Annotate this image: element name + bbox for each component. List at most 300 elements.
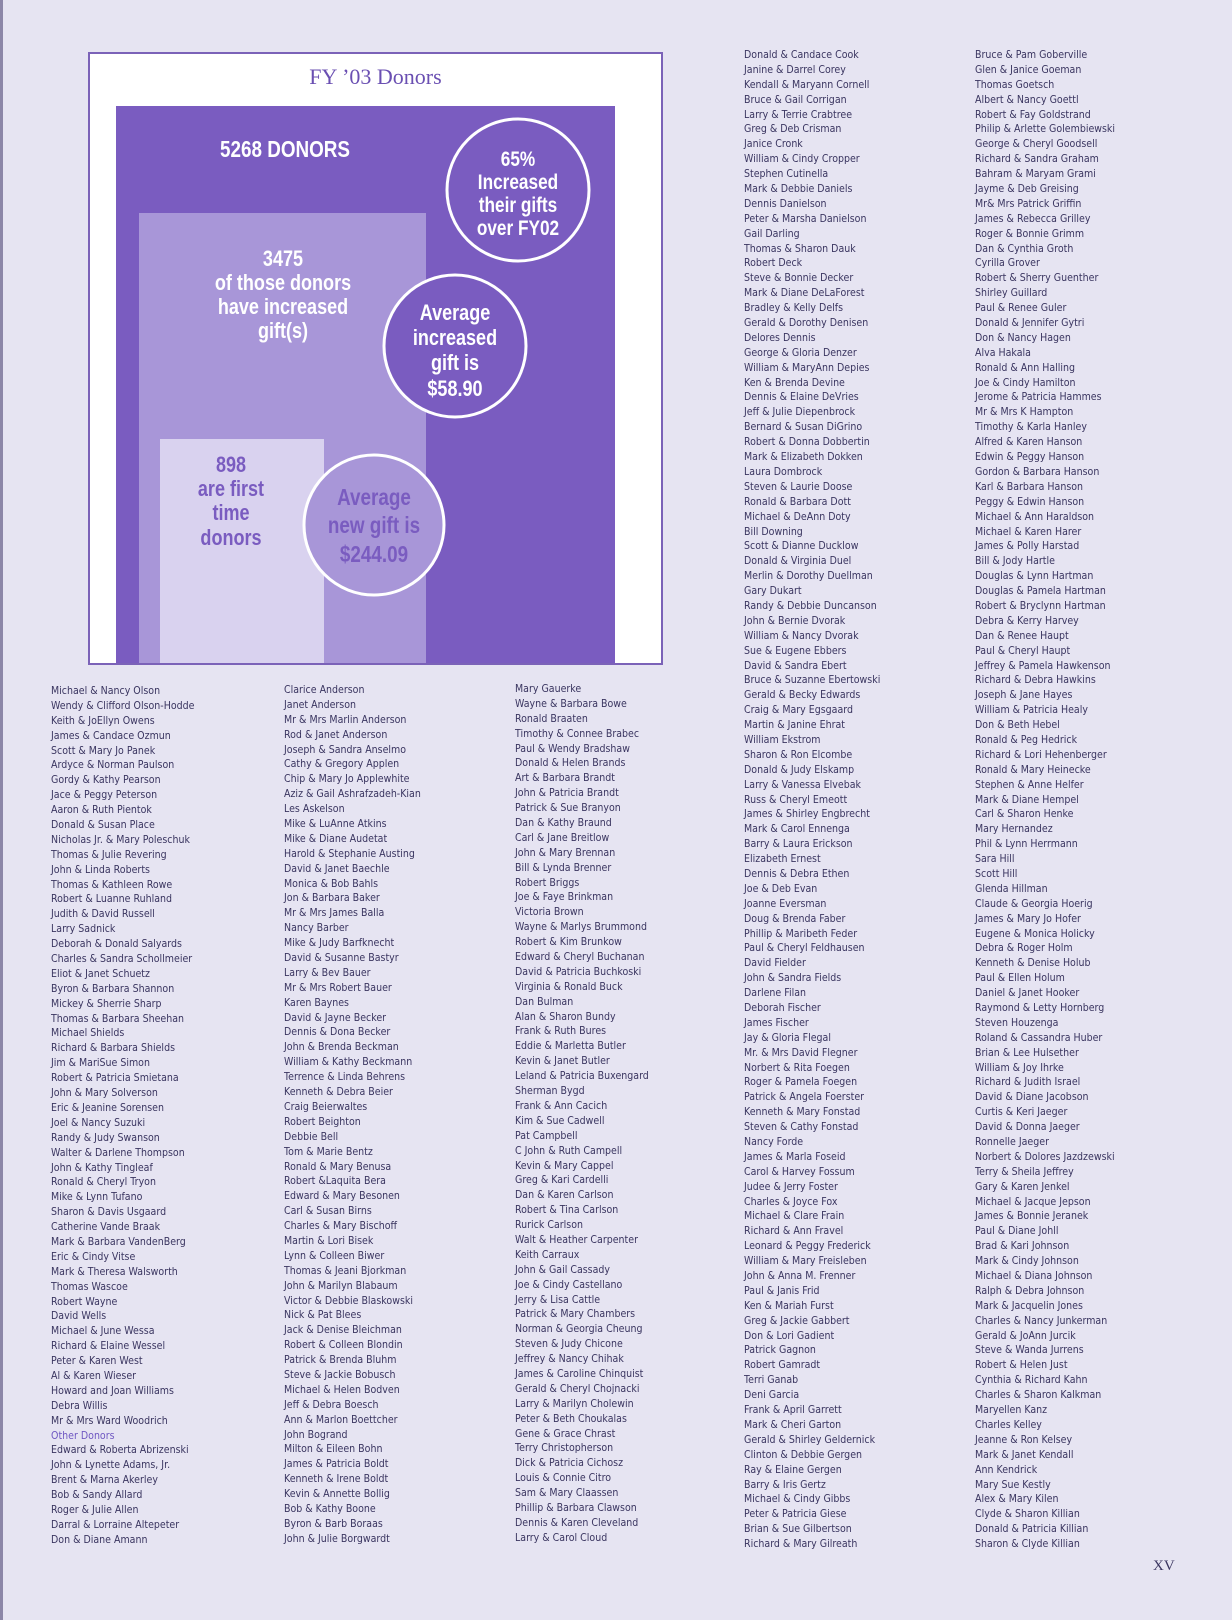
donor-name: Charles & Nancy Junkerman — [975, 1313, 1108, 1327]
donor-name: John & Patricia Brandt — [515, 786, 619, 800]
donor-name: Michael & Ann Haraldson — [975, 509, 1095, 523]
donor-name: Albert & Nancy Goettl — [975, 92, 1079, 106]
donor-name: Thomas & Kathleen Rowe — [51, 877, 173, 891]
donor-name: Bill & Lynda Brenner — [515, 860, 612, 874]
donor-name: Norbert & Dolores Jazdzewski — [975, 1149, 1115, 1163]
donor-name: Larry & Bev Bauer — [284, 965, 371, 979]
donor-name: Janine & Darrel Corey — [744, 62, 846, 76]
donor-name: Bahram & Maryam Grami — [975, 167, 1096, 181]
donor-name: Jon & Barbara Baker — [284, 891, 380, 905]
donor-name: Kenneth & Denise Holub — [975, 956, 1091, 970]
donor-name: Bruce & Pam Goberville — [975, 48, 1088, 61]
donor-name: Janet Anderson — [284, 697, 357, 711]
donor-name: Terri Ganab — [744, 1373, 799, 1387]
donor-name: Donald & Patricia Killian — [975, 1522, 1089, 1536]
donor-name: Paul & Wendy Bradshaw — [515, 741, 630, 755]
donor-name: Richard & Barbara Shields — [51, 1041, 176, 1055]
donor-name: Ray & Elaine Gergen — [744, 1462, 842, 1476]
donor-name: Rod & Janet Anderson — [284, 727, 388, 741]
donor-name: Bill Downing — [744, 524, 803, 538]
donor-name: Frank & April Garrett — [744, 1403, 842, 1417]
donor-name: Don & Beth Hebel — [975, 718, 1060, 732]
donor-name: Jace & Peggy Peterson — [51, 788, 158, 802]
donor-name: Robert Briggs — [515, 875, 580, 889]
donor-name: Gerald & Becky Edwards — [744, 688, 861, 702]
donor-name: Richard & Ann Fravel — [744, 1224, 844, 1238]
donor-name: Don & Nancy Hagen — [975, 330, 1071, 344]
donor-name: Keith & JoEllyn Owens — [51, 713, 155, 727]
donor-chart — [88, 52, 663, 665]
circle-pct-line-4: over FY02 — [476, 217, 560, 241]
donor-name: Robert & Tina Carlson — [515, 1203, 619, 1217]
donor-name: John & Brenda Beckman — [284, 1040, 399, 1054]
donor-name: Joanne Eversman — [744, 896, 827, 910]
donor-name: Kevin & Mary Cappel — [515, 1158, 614, 1172]
donor-name: Gene & Grace Chrast — [515, 1426, 616, 1440]
donor-name: Deborah & Donald Salyards — [51, 937, 182, 951]
donor-name: Bruce & Suzanne Ebertowski — [744, 673, 881, 687]
donor-name: Harold & Stephanie Austing — [284, 846, 415, 860]
donor-name: Cynthia & Richard Kahn — [975, 1373, 1088, 1387]
donor-name: Robert Deck — [744, 256, 803, 270]
donor-name: Mary Sue Kestly — [975, 1477, 1051, 1491]
donor-name: James & Mary Jo Hofer — [975, 911, 1081, 925]
donor-name: Michael & Clare Frain — [744, 1209, 845, 1223]
circle-percent-increased — [447, 119, 589, 261]
donor-name: Robert & Colleen Blondin — [284, 1338, 403, 1352]
donor-name: Donald & Virginia Duel — [744, 554, 852, 568]
donor-name: Nancy Forde — [744, 1135, 804, 1149]
donor-name: William & MaryAnn Depies — [744, 360, 870, 374]
donor-name: Robert & Sherry Guenther — [975, 271, 1099, 285]
donor-name: George & Cheryl Goodsell — [975, 137, 1098, 151]
donor-name: Monica & Bob Bahls — [284, 876, 379, 890]
donor-name: Lynn & Colleen Biwer — [284, 1248, 385, 1262]
donor-name: Karl & Barbara Hanson — [975, 479, 1084, 493]
donor-name: Mr & Mrs Ward Woodrich — [51, 1413, 168, 1427]
donor-name: Kim & Sue Cadwell — [515, 1113, 605, 1127]
donor-name: John & Lynette Adams, Jr. — [51, 1458, 171, 1472]
donor-name: James & Caroline Chinquist — [515, 1366, 644, 1380]
donor-name: Eddie & Marletta Butler — [515, 1039, 626, 1053]
donor-name: William & Joy Ihrke — [975, 1060, 1064, 1074]
donor-name: Roger & Pamela Foegen — [744, 1075, 858, 1089]
donor-name: James & Patricia Boldt — [284, 1457, 389, 1471]
donor-name: Nicholas Jr. & Mary Poleschuk — [51, 832, 190, 846]
donor-name: Carl & Susan Birns — [284, 1204, 372, 1218]
donor-name: Robert & Bryclynn Hartman — [975, 598, 1106, 612]
donor-name: Victor & Debbie Blaskowski — [284, 1293, 413, 1307]
donor-name: David Wells — [51, 1309, 107, 1323]
donor-name: James & Polly Harstad — [975, 539, 1080, 553]
circle-average-increased-gift — [384, 275, 526, 417]
donor-name: Gordon & Barbara Hanson — [975, 464, 1100, 478]
donor-name: Les Askelson — [284, 802, 345, 816]
donor-name: Richard & Lori Hehenberger — [975, 747, 1107, 761]
donor-name: Deborah Fischer — [744, 1001, 821, 1014]
donor-name: Michael & June Wessa — [51, 1324, 155, 1338]
donor-name: Jay & Gloria Flegal — [744, 1030, 831, 1044]
donor-name: Clinton & Debbie Gergen — [744, 1447, 863, 1461]
donor-name: Gerald & JoAnn Jurcik — [975, 1328, 1076, 1342]
donor-chart-graphic — [90, 54, 661, 663]
donor-name: David & Jayne Becker — [284, 1010, 387, 1024]
donor-name: Steven & Laurie Doose — [744, 479, 853, 493]
donor-name: Dennis & Debra Ethen — [744, 866, 850, 880]
donor-name: Jerome & Patricia Hammes — [975, 390, 1102, 404]
increased-line-4: gift(s) — [257, 319, 309, 344]
donor-name: John & Anna M. Frenner — [744, 1269, 856, 1283]
donor-name: Byron & Barbara Shannon — [51, 981, 175, 995]
donor-name: Larry & Marilyn Cholewin — [515, 1396, 634, 1410]
donor-name: Larry Sadnick — [51, 922, 116, 936]
donor-name: David & Susanne Bastyr — [284, 951, 399, 965]
total-donors-label: 5268 DONORS — [220, 137, 350, 163]
donor-name: Joel & Nancy Suzuki — [51, 1115, 146, 1129]
donor-name: Richard & Sandra Graham — [975, 152, 1099, 166]
donor-name: Eliot & Janet Schuetz — [51, 966, 150, 980]
donor-name: Bruce & Gail Corrigan — [744, 92, 847, 106]
donor-name: Ronald & Mary Heinecke — [975, 762, 1091, 776]
donor-column-2 — [284, 683, 421, 1547]
first-time-count: 898 — [215, 453, 247, 478]
donor-name: Jeffrey & Pamela Hawkenson — [975, 658, 1111, 672]
donor-name: Ronald & Ann Halling — [975, 360, 1076, 374]
donor-name: Michael & Jacque Jepson — [975, 1194, 1091, 1208]
donor-name: Cyrilla Grover — [975, 256, 1040, 270]
donor-name: Joe & Cindy Castellano — [515, 1277, 623, 1291]
donor-name: Donald & Susan Place — [51, 818, 155, 832]
donor-name: Charles & Sandra Schollmeier — [51, 952, 193, 966]
donor-name: James & Candace Ozmun — [51, 728, 171, 742]
donor-name: Nancy Barber — [284, 921, 349, 935]
donor-name: Judith & David Russell — [51, 907, 155, 921]
donor-name: James Fischer — [744, 1015, 809, 1029]
donor-name: Larry & Vanessa Elvebak — [744, 777, 861, 791]
increased-line-3: have increased — [217, 295, 349, 320]
donor-name: Wendy & Clifford Olson-Hodde — [51, 698, 195, 712]
donor-name: Wayne & Barbara Bowe — [515, 696, 627, 710]
donor-name: Rurick Carlson — [515, 1218, 583, 1232]
donor-name: Kendall & Maryann Cornell — [744, 77, 870, 91]
donor-name: Gordy & Kathy Pearson — [51, 773, 161, 787]
donor-name: Mike & Diane Audetat — [284, 831, 388, 845]
donor-name: Louis & Connie Citro — [515, 1471, 612, 1485]
donor-name: Elizabeth Ernest — [744, 852, 821, 866]
section-heading-other-donors: Other Donors — [51, 1428, 115, 1442]
donor-name: Gary & Karen Jenkel — [975, 1179, 1070, 1193]
donor-name: Joe & Deb Evan — [744, 881, 818, 895]
donor-name: Leland & Patricia Buxengard — [515, 1069, 649, 1083]
donor-name: Mark & Janet Kendall — [975, 1447, 1074, 1461]
donor-name: Scott & Mary Jo Panek — [51, 743, 156, 757]
donor-name: Milton & Eileen Bohn — [284, 1442, 383, 1456]
donor-name: Greg & Deb Crisman — [744, 122, 842, 136]
donor-name: John & Julie Borgwardt — [284, 1531, 390, 1545]
donor-name: Alva Hakala — [975, 345, 1031, 359]
donor-name: Mike & Lynn Tufano — [51, 1190, 143, 1204]
donor-name: Phillip & Barbara Clawson — [515, 1500, 637, 1514]
donor-name: Douglas & Lynn Hartman — [975, 569, 1094, 583]
donor-name: William & Patricia Healy — [975, 703, 1088, 717]
donor-name: Greg & Kari Cardelli — [515, 1173, 609, 1187]
donor-name: Charles & Joyce Fox — [744, 1194, 838, 1208]
donor-name: Mark & Diane DeLaForest — [744, 286, 865, 300]
donor-name: Dick & Patricia Cichosz — [515, 1456, 624, 1470]
donor-name: Art & Barbara Brandt — [515, 771, 616, 785]
donor-name: Phil & Lynn Herrmann — [975, 837, 1078, 851]
donor-name: Robert & Kim Brunkow — [515, 935, 622, 949]
donor-name: Joseph & Sandra Anselmo — [284, 742, 407, 756]
donor-name: Robert &Laquita Bera — [284, 1174, 386, 1188]
donor-name: Mark & Cheri Garton — [744, 1417, 842, 1431]
donor-name: Claude & Georgia Hoerig — [975, 896, 1093, 910]
donor-name: Roger & Julie Allen — [51, 1502, 139, 1516]
donor-name: Walter & Darlene Thompson — [51, 1145, 185, 1159]
donor-name: Don & Diane Amann — [51, 1532, 148, 1546]
donor-name: Walt & Heather Carpenter — [515, 1232, 638, 1246]
avg-increase-value: $58.90 — [427, 377, 483, 402]
donor-name: Debra & Roger Holm — [975, 941, 1073, 955]
page-edge — [0, 0, 3, 1620]
donor-name: Terry & Sheila Jeffrey — [975, 1164, 1074, 1178]
donor-name: Dennis Danielson — [744, 196, 827, 210]
donor-name: Robert & Fay Goldstrand — [975, 107, 1091, 121]
avg-new-line-2: new gift is — [327, 513, 421, 539]
donor-name: Russ & Cheryl Emeott — [744, 792, 848, 806]
donor-name: Alfred & Karen Hanson — [975, 435, 1083, 449]
donor-name: Scott Hill — [975, 866, 1018, 880]
donor-name: Stephen & Anne Helfer — [975, 777, 1084, 791]
donor-name: Curtis & Keri Jaeger — [975, 1105, 1068, 1119]
donor-name: Thomas & Julie Revering — [51, 847, 167, 861]
donor-name: Michael & Nancy Olson — [51, 684, 161, 697]
donor-name: Jayme & Deb Greising — [975, 182, 1079, 196]
donor-name: Sue & Eugene Ebbers — [744, 643, 847, 657]
donor-name: David & Patricia Buchkoski — [515, 964, 642, 978]
donor-name: Aziz & Gail Ashrafzadeh-Kian — [284, 787, 421, 801]
donor-name: Bill & Jody Hartle — [975, 554, 1055, 568]
donor-name: Alan & Sharon Bundy — [515, 1009, 616, 1023]
donor-name: Sharon & Clyde Killian — [975, 1537, 1080, 1551]
donor-name: Glen & Janice Goeman — [975, 62, 1082, 76]
donor-name: Cathy & Gregory Applen — [284, 757, 400, 771]
donor-name: Leonard & Peggy Frederick — [744, 1239, 871, 1253]
donor-name: Sam & Mary Claassen — [515, 1486, 619, 1500]
donor-name: Howard and Joan Williams — [51, 1383, 174, 1397]
donor-name: Joe & Cindy Hamilton — [975, 375, 1076, 389]
donor-name: William & Kathy Beckmann — [284, 1055, 413, 1069]
donor-name: Kevin & Annette Bollig — [284, 1487, 390, 1501]
increased-line-2: of those donors — [214, 271, 352, 296]
donor-name: William Ekstrom — [744, 732, 821, 746]
donor-name: Paul & Ellen Holum — [975, 971, 1065, 985]
donor-name: Virginia & Ronald Buck — [515, 979, 623, 993]
donor-name: Timothy & Karla Hanley — [975, 420, 1087, 434]
donor-name: Debra & Kerry Harvey — [975, 613, 1079, 627]
donor-name: Randy & Debbie Duncanson — [744, 598, 877, 612]
donor-name: Robert & Donna Dobbertin — [744, 435, 870, 449]
donor-name: Brad & Kari Johnson — [975, 1239, 1070, 1253]
donor-name: Martin & Lori Bisek — [284, 1233, 374, 1247]
donor-name: Deni Garcia — [744, 1388, 800, 1402]
donor-name: Daniel & Janet Hooker — [975, 986, 1080, 1000]
donor-name: Kevin & Janet Butler — [515, 1054, 610, 1068]
donor-name: Michael & Cindy Gibbs — [744, 1492, 851, 1506]
donor-name: Glenda Hillman — [975, 881, 1048, 895]
donor-name: Joseph & Jane Hayes — [975, 688, 1073, 702]
donor-name: Eugene & Monica Holicky — [975, 926, 1095, 940]
donor-name: Thomas Wascoe — [51, 1279, 128, 1293]
donor-name: Paul & Janis Frid — [744, 1283, 820, 1297]
donor-name: Robert Gamradt — [744, 1358, 821, 1372]
donor-name: Jim & MariSue Simon — [51, 1056, 150, 1070]
donor-name: Mark & Elizabeth Dokken — [744, 450, 863, 464]
page-number: XV — [1153, 1558, 1175, 1574]
donor-name: Paul & Renee Guler — [975, 301, 1067, 315]
donor-name: Clarice Anderson — [284, 683, 365, 696]
donor-name: Aaron & Ruth Pientok — [51, 803, 152, 817]
donor-name: Edward & Mary Besonen — [284, 1189, 400, 1203]
donor-name: John & Gail Cassady — [515, 1262, 611, 1276]
donor-name: Timothy & Connee Brabec — [515, 726, 640, 740]
donor-name: John & Marilyn Blabaum — [284, 1278, 398, 1292]
donor-name: Darral & Lorraine Altepeter — [51, 1517, 180, 1531]
donor-name: Thomas & Barbara Sheehan — [51, 1011, 185, 1025]
donor-name: Joe & Faye Brinkman — [515, 890, 614, 904]
donor-name: Gerald & Dorothy Denisen — [744, 316, 869, 330]
donor-name: Ronald & Barbara Dott — [744, 494, 851, 508]
donor-name: Dan & Kathy Braund — [515, 816, 612, 830]
donor-name: Bob & Sandy Allard — [51, 1488, 143, 1502]
donor-name: William & Mary Freisleben — [744, 1254, 867, 1268]
donor-name: David & Sandra Ebert — [744, 658, 847, 672]
donor-name: Paul & Diane Johll — [975, 1224, 1059, 1238]
donor-name: Scott & Dianne Ducklow — [744, 539, 859, 553]
donor-name: Ronald Braaten — [515, 711, 588, 725]
donor-name: Debbie Bell — [284, 1129, 339, 1143]
avg-increase-line-3: gift is — [430, 351, 480, 376]
donor-name: James & Shirley Engbrecht — [744, 807, 870, 821]
circle-pct-value: 65% — [500, 148, 536, 172]
donor-name: William & Cindy Cropper — [744, 152, 860, 166]
donor-name: Patrick Gagnon — [744, 1343, 816, 1357]
avg-increase-line-2: increased — [412, 326, 498, 351]
donor-name: Robert Beighton — [284, 1114, 361, 1128]
donor-name: Clyde & Sharon Killian — [975, 1507, 1080, 1521]
donor-name: Richard & Elaine Wessel — [51, 1339, 166, 1353]
donor-name: Mary Gauerke — [515, 682, 582, 695]
donor-name: Thomas & Jeani Bjorkman — [284, 1263, 407, 1277]
donor-name: Bradley & Kelly Delfs — [744, 301, 844, 315]
donor-name: Randy & Judy Swanson — [51, 1130, 160, 1144]
donor-name: Mr& Mrs Patrick Griffin — [975, 196, 1082, 210]
donor-name: Dan & Renee Haupt — [975, 628, 1069, 642]
avg-new-line-1: Average — [337, 485, 411, 511]
donor-name: Catherine Vande Braak — [51, 1220, 161, 1234]
donor-name: Kenneth & Irene Boldt — [284, 1472, 389, 1486]
donor-name: Gerald & Cheryl Chojnacki — [515, 1381, 640, 1395]
donor-name: Janice Cronk — [744, 137, 803, 151]
first-time-line-4: donors — [200, 526, 262, 551]
donor-name: Pat Campbell — [515, 1128, 578, 1142]
donor-name: David & Donna Jaeger — [975, 1120, 1080, 1134]
donor-name: Michael & Diana Johnson — [975, 1269, 1093, 1283]
donor-name: Jerry & Lisa Cattle — [515, 1292, 601, 1306]
donor-name: William & Nancy Dvorak — [744, 628, 859, 642]
donor-name: John & Mary Solverson — [51, 1086, 158, 1100]
donor-name: Carl & Sharon Henke — [975, 807, 1074, 821]
donor-name: Carol & Harvey Fossum — [744, 1164, 855, 1178]
donor-name: Dennis & Dona Becker — [284, 1025, 391, 1039]
donor-name: Steven & Judy Chicone — [515, 1337, 623, 1351]
donor-name: Mary Hernandez — [975, 822, 1053, 836]
donor-name: Charles & Sharon Kalkman — [975, 1388, 1102, 1402]
donor-name: Bob & Kathy Boone — [284, 1501, 376, 1515]
donor-name: Byron & Barb Boraas — [284, 1516, 383, 1530]
donor-name: Mickey & Sherrie Sharp — [51, 996, 162, 1010]
donor-name: Jeffrey & Nancy Chihak — [515, 1352, 624, 1366]
donor-name: Charles & Mary Bischoff — [284, 1219, 398, 1233]
donor-name: Peggy & Edwin Hanson — [975, 494, 1085, 508]
chart-title: FY ’03 Donors — [309, 64, 442, 89]
donor-name: Patrick & Angela Foerster — [744, 1090, 865, 1104]
donor-name: Ronald & Mary Benusa — [284, 1159, 392, 1173]
donor-name: Bernard & Susan DiGrino — [744, 420, 863, 434]
donor-name: Judee & Jerry Foster — [744, 1179, 838, 1193]
donor-name: Barry & Iris Gertz — [744, 1477, 826, 1491]
circle-pct-line-3: their gifts — [478, 194, 558, 218]
donor-name: Carl & Jane Breitlow — [515, 830, 610, 844]
donor-name: John & Linda Roberts — [51, 862, 150, 876]
donor-name: James & Bonnie Jeranek — [975, 1209, 1089, 1223]
donor-name: Ronnelle Jaeger — [975, 1135, 1049, 1149]
donor-name: Ken & Brenda Devine — [744, 375, 845, 389]
donor-name: Michael & Karen Harer — [975, 524, 1082, 538]
donor-name: Ronald & Cheryl Tryon — [51, 1175, 156, 1189]
donor-name: Mike & LuAnne Atkins — [284, 817, 387, 831]
donor-name: C John & Ruth Campell — [515, 1143, 623, 1157]
donor-name: Sherman Bygd — [515, 1084, 585, 1098]
donor-name: Thomas & Sharon Dauk — [744, 241, 856, 255]
avg-new-value: $244.09 — [339, 542, 409, 568]
donor-name: Sharon & Ron Elcombe — [744, 747, 853, 761]
donor-name: Donald & Jennifer Gytri — [975, 316, 1085, 330]
donor-name: Debra Willis — [51, 1398, 108, 1412]
donor-name: Peter & Marsha Danielson — [744, 211, 867, 225]
donor-name: John & Mary Brennan — [515, 845, 616, 859]
donor-name: Paul & Cheryl Haupt — [975, 643, 1071, 657]
donor-name: Chip & Mary Jo Applewhite — [284, 772, 410, 786]
donor-name: Darlene Filan — [744, 986, 807, 1000]
donor-name: Brian & Sue Gilbertson — [744, 1522, 852, 1536]
circle-pct-line-2: Increased — [477, 171, 559, 195]
donor-name: Mark & Diane Hempel — [975, 792, 1079, 806]
donor-name: John & Sandra Fields — [744, 971, 842, 985]
donor-name: Tom & Marie Bentz — [284, 1144, 373, 1158]
donor-name: Don & Lori Gadient — [744, 1328, 835, 1342]
donor-name: Frank & Ruth Bures — [515, 1024, 607, 1038]
donor-name: Norman & Georgia Cheung — [515, 1322, 643, 1336]
donor-name: Delores Dennis — [744, 330, 816, 344]
donor-name: Dennis & Elaine DeVries — [744, 390, 859, 404]
donor-name: Mark & Theresa Walsworth — [51, 1264, 178, 1278]
donor-name: Ralph & Debra Johnson — [975, 1283, 1085, 1297]
donor-name: Roger & Bonnie Grimm — [975, 226, 1085, 240]
donor-name: Karen Baynes — [284, 995, 349, 1009]
donor-column-5 — [975, 48, 1115, 1552]
donor-name: John Bogrand — [284, 1427, 348, 1441]
